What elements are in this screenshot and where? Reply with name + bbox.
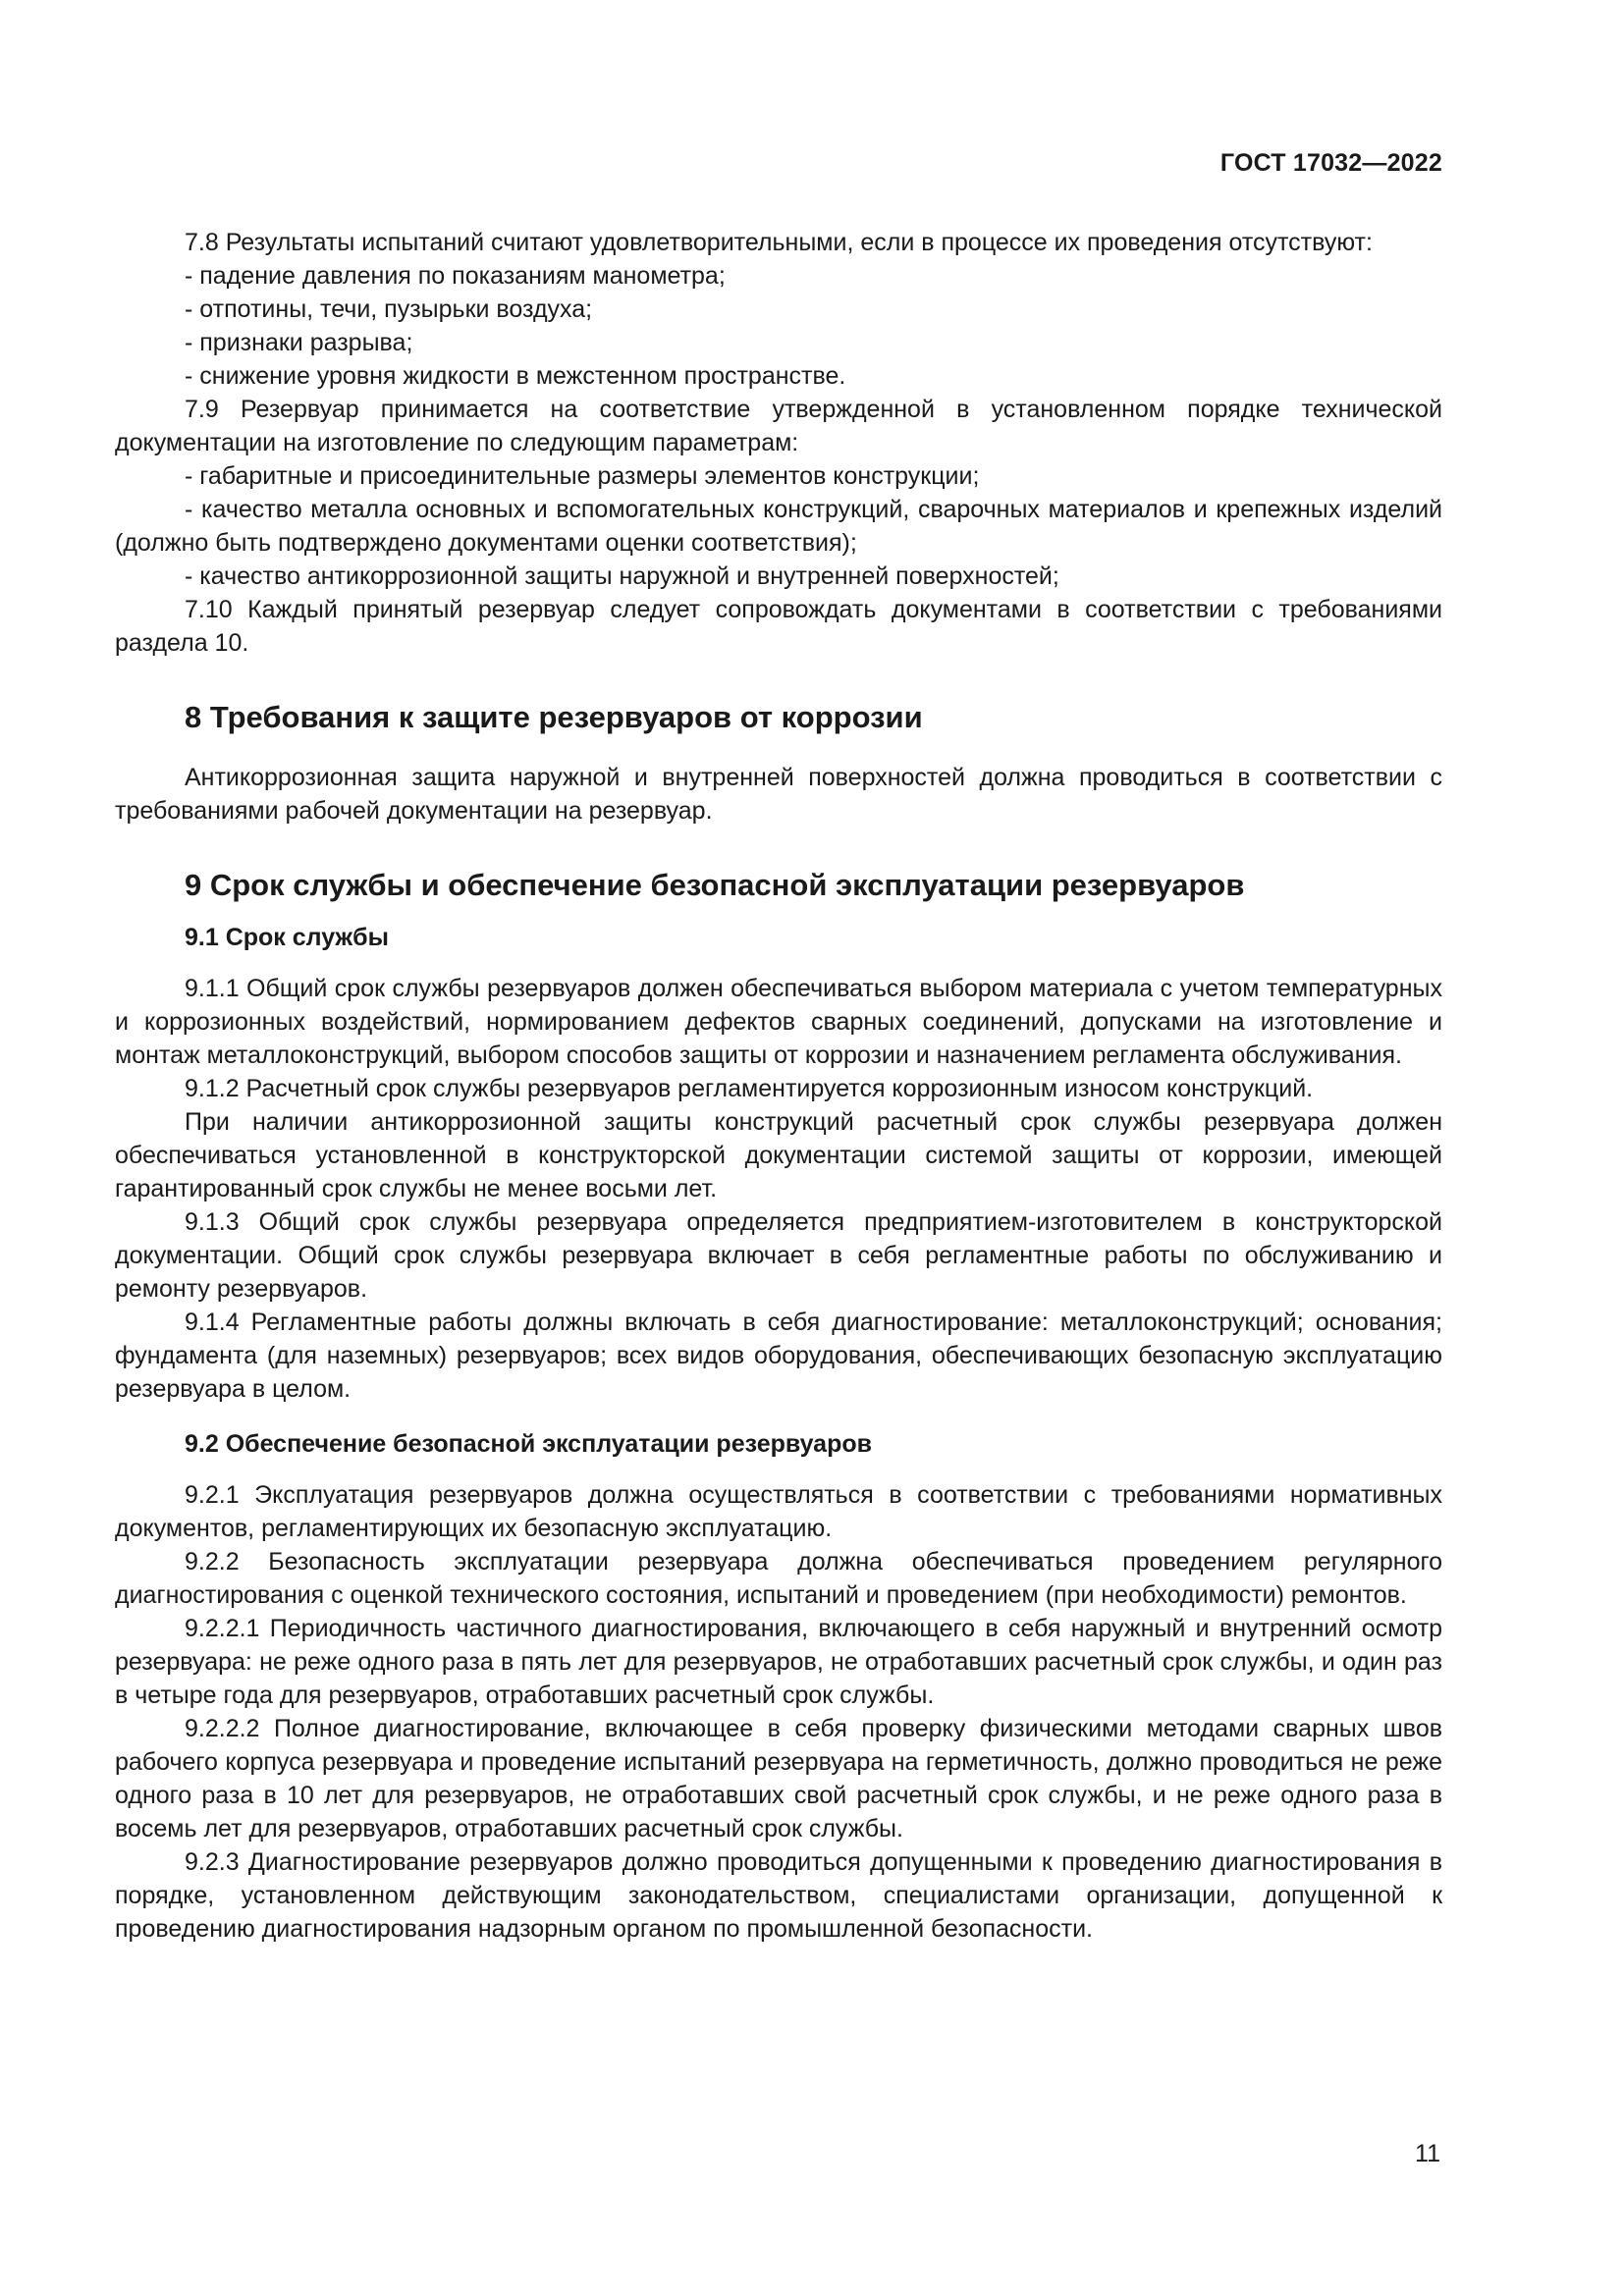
list-item: - снижение уровня жидкости в межстенном пространстве.	[185, 362, 846, 390]
clause-7-9: 7.9 Резервуар принимается на соответствие утвержденной в установленном порядке технической документации на изготовление по следующим параметрам:	[115, 396, 1442, 456]
subsection-9-2-heading: 9.2 Обеспечение безопасной эксплуатации резервуаров	[185, 1430, 872, 1458]
section-8-heading: 8 Требования к защите резервуаров от коррозии	[185, 700, 923, 734]
page-content	[115, 226, 1442, 1946]
clause-7-8: 7.8 Результаты испытаний считают удовлетворительными, если в процессе их проведения отсутствуют:	[185, 229, 1373, 256]
clause-9-2-3: 9.2.3 Диагностирование резервуаров должно проводиться допущенными к проведению диагностирования в порядке, установленном действующим законодательством, специалистами организации, допущенной к проведению диагностирования надзорным органом по промышленной безопасности.	[115, 1848, 1442, 1943]
subsection-9-1-heading: 9.1 Срок службы	[185, 924, 389, 951]
clause-9-2-1: 9.2.1 Эксплуатация резервуаров должна осуществляться в соответствии с требованиями нормативных документов, регламентирующих их безопасную эксплуатацию.	[115, 1481, 1442, 1542]
document-code-header: ГОСТ 17032—2022	[1219, 149, 1442, 177]
clause-9-1-3: 9.1.3 Общий срок службы резервуара определяется предприятием-изготовителем в конструкторской документации. Общий срок службы резервуара включает в себя регламентные работы по обслуживанию и ремонту резервуаров.	[115, 1208, 1442, 1303]
clause-9-1-4: 9.1.4 Регламентные работы должны включать в себя диагностирование: металлоконструкций; основания; фундамента (для наземных) резервуаров; всех видов оборудования, обеспечивающих безопасную эксплуатацию резервуара в целом.	[115, 1308, 1442, 1403]
list-item: - падение давления по показаниям манометра;	[185, 262, 726, 290]
list-item: - габаритные и присоединительные размеры элементов конструкции;	[185, 462, 980, 490]
clause-9-2-2-1: 9.2.2.1 Периодичность частичного диагностирования, включающего в себя наружный и внутренний осмотр резервуара: не реже одного раза в пять лет для резервуаров, не отработавших расчетный срок службы, и один раз в четыре года для резервуаров, отработавших расчетный срок службы.	[115, 1615, 1442, 1709]
clause-7-10: 7.10 Каждый принятый резервуар следует сопровождать документами в соответствии с требованиями раздела 10.	[115, 596, 1442, 657]
list-item: - качество антикоррозионной защиты наружной и внутренней поверхностей;	[185, 562, 1059, 590]
section-9-heading: 9 Срок службы и обеспечение безопасной эксплуатации резервуаров	[185, 868, 1245, 902]
page-number: 11	[1415, 2140, 1440, 2167]
clause-9-1-1: 9.1.1 Общий срок службы резервуаров должен обеспечиваться выбором материала с учетом температурных и коррозионных воздействий, нормированием дефектов сварных соединений, допусками на изготовление и монтаж металлоконструкций, выбором способов защиты от коррозии и назначением регламента обслуживания.	[115, 975, 1442, 1069]
clause-9-2-2-2: 9.2.2.2 Полное диагностирование, включающее в себя проверку физическими методами сварных швов рабочего корпуса резервуара и проведение испытаний резервуара на герметичность, должно проводиться не реже одного раза в 10 лет для резервуаров, не отработавших свой расчетный срок службы, и не реже одного раза в восемь лет для резервуаров, отработавших расчетный срок службы.	[115, 1715, 1442, 1842]
section-8-paragraph: Антикоррозионная защита наружной и внутренней поверхностей должна проводиться в соответствии с требованиями рабочей документации на резервуар.	[115, 764, 1442, 825]
list-item: - качество металла основных и вспомогательных конструкций, сварочных материалов и крепежных изделий (должно быть подтверждено документами оценки соответствия);	[115, 496, 1442, 557]
clause-9-1-2-continued: При наличии антикоррозионной защиты конструкций расчетный срок службы резервуара должен обеспечиваться установленной в конструкторской документации системой защиты от коррозии, имеющей гарантированный срок службы не менее восьми лет.	[115, 1108, 1442, 1202]
list-item: - отпотины, течи, пузырьки воздуха;	[185, 295, 593, 323]
list-item: - признаки разрыва;	[185, 329, 413, 356]
clause-9-1-2: 9.1.2 Расчетный срок службы резервуаров регламентируется коррозионным износом конструкций.	[185, 1075, 1314, 1102]
clause-9-2-2: 9.2.2 Безопасность эксплуатации резервуара должна обеспечиваться проведением регулярного диагностирования с оценкой технического состояния, испытаний и проведением (при необходимости) ремонтов.	[115, 1548, 1442, 1609]
